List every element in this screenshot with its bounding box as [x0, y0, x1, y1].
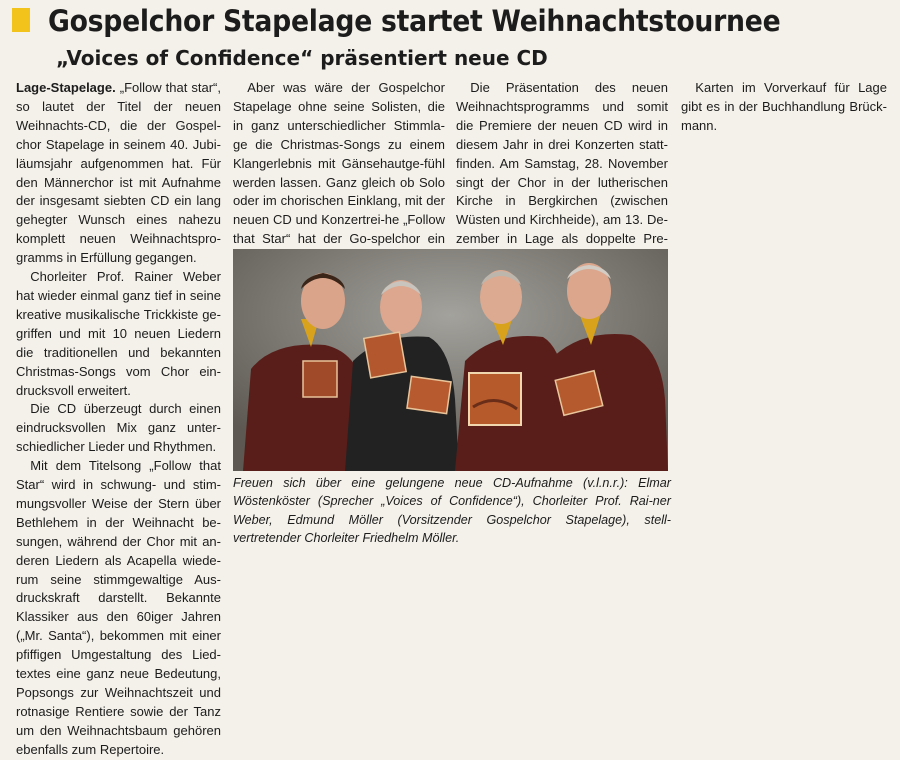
headline: Gospelchor Stapelage startet Weihnachtstournee — [48, 4, 781, 38]
article-column-1 — [16, 79, 221, 760]
photo-caption: Freuen sich über eine gelungene neue CD-Aufnahme (v.l.n.r.): Elmar Wöstenköster (Sprecher „Voices of Confidence“), Chorleiter Prof. Rai-ner Weber, Edmund Möller (Vorsitzender Gospelchor Stapelage), stell-vertretender Chorleiter Friedhelm Möller. — [233, 476, 671, 546]
paragraph-1-text: „Follow that star“, so lautet der Titel der neuen Weihnachts-CD, die der Gospel-chor Stapelage in seinem 40. Jubi-läumsjahr aufgenommen hat. Für den Männerchor ist mit Aufnahme der insgesamt siebten CD ein lang gehegter Wunsch eines nahezu komplett neuen Weihnachtspro-gramms in Erfüllung gegangen. — [16, 80, 221, 266]
dateline: Lage-Stapelage. — [16, 80, 116, 95]
paragraph-3: Die CD überzeugt durch einen eindrucksvollen Mix ganz unter-schiedlicher Lieder und Rhythmen. — [16, 401, 221, 455]
choir-photo-illustration — [233, 249, 668, 471]
paragraph-6: Die Präsentation des neuen Weihnachtsprogramms und somit die Premiere der neuen CD wird in diesem Jahr in drei Konzerten statt-finden. Am Samstag, 28. November singt der Chor in der lutherischen Kirche in Bergkirchen (zwischen Wüsten und Kirchheide), am 13. De-zember in Lage als doppelte Pre- — [456, 80, 668, 247]
subheadline: „Voices of Confidence“ präsentiert neue CD — [56, 46, 548, 70]
choir-photo — [233, 249, 668, 471]
paragraph-5: Aber was wäre der Gospelchor Stapelage ohne seine Solisten, die in ganz unterschiedlicher Stimmla-ge die Christmas-Songs zu einem Klangerlebnis mit Gänsehautge-fühl werden lassen. Ganz gleich ob Solo oder im chorischen Einklang, mit der neuen CD und Konzertrei-he „Follow that Star“ hat der Go-spelchor ein — [233, 80, 445, 247]
section-marker — [12, 8, 30, 32]
paragraph-7: Karten im Vorverkauf für Lage gibt es in der Buchhandlung Brück-mann. — [681, 80, 887, 133]
article-column-4 — [681, 79, 887, 136]
paragraph-4: Mit dem Titelsong „Follow that Star“ wird in schwung- und stim-mungsvoller Weise der Stern über Bethlehem in der Weihnacht be-sungen, während der Chor mit an-deren Liedern als Acapella wiede-rum seine stimmgewaltige Aus-druckskraft darstellt. Bekannte Klassiker aus den 60iger Jahren („Mr. Santa“), bekommen mit einer pfiffigen Umgestaltung des Lied-textes eine ganz neue Bedeutung, Popsongs zur Weihnachtszeit und rotnasige Rentiere sowie der Tanz um den Weihnachtsbaum gehören ebenfalls zum Repertoire. — [16, 458, 221, 757]
paragraph-1 — [16, 79, 221, 268]
paragraph-2: Chorleiter Prof. Rainer Weber hat wieder einmal ganz tief in seine kreative musikalische Trickkiste ge-griffen und mit 10 neuen Liedern die traditionellen und bekannten Christmas-Songs vom Chor ein-drucksvoll erweitert. — [16, 269, 221, 398]
